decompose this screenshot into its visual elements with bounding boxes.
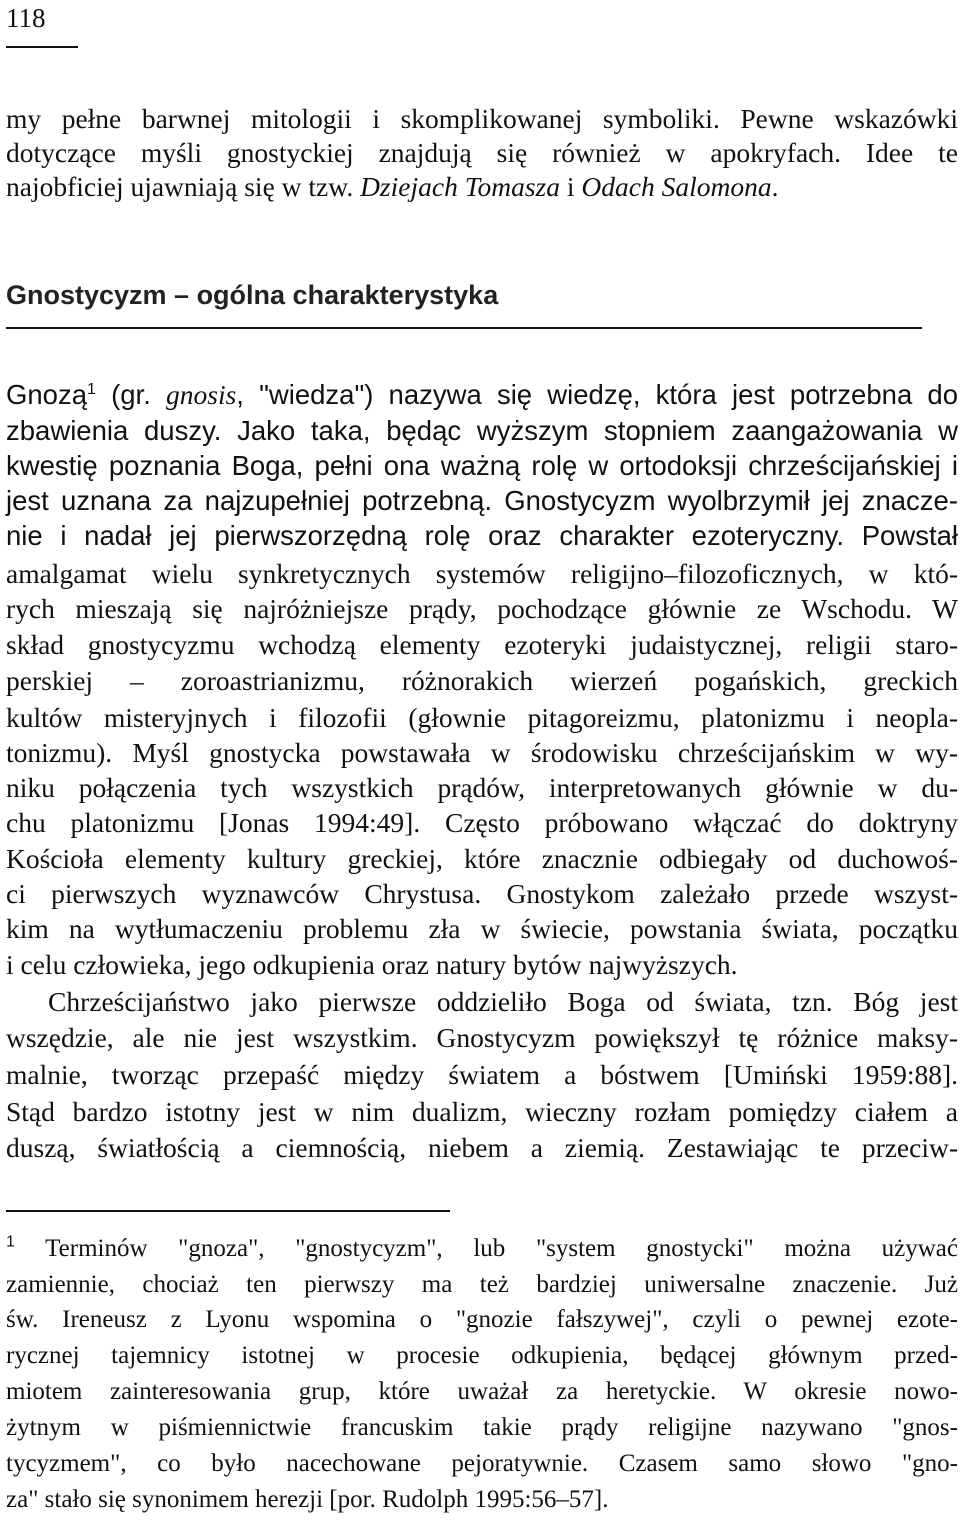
title-ody-salomona: Odach Salomona [581,171,772,202]
body-text: (gr. [95,379,166,410]
body-line: chu platonizmu [Jonas 1994:49]. Często próbowano włączać do doktryny [6,807,958,838]
body-line: i celu człowieka, jego odkupienia oraz natury bytów najwyższych. [6,949,738,980]
body-line-first [6,378,958,412]
footnote-text: Terminów "gnoza", "gnostycyzm", lub "system gnostycki" można używać [14,1235,958,1262]
footnote-line: żytnym w piśmiennictwie francuskim takie prądy religijne nazywano "gnos- [6,1414,958,1441]
body-line: jest uznana za najzupełniej potrzebną. Gnostycyzm wyolbrzymił jej znacze- [6,485,958,516]
intro-line-3 [6,170,958,204]
para2-line: Chrześcijaństwo jako pierwsze oddzieliło Boga od świata, tzn. Bóg jest [48,986,958,1017]
body-line: kultów misteryjnych i filozofii (głownie pitagoreizmu, platonizmu i neopla- [6,702,958,733]
body-text: , "wiedza") nazywa się wiedzę, która jest potrzebna do [236,379,958,410]
para2-line: Stąd bardzo istotny jest w nim dualizm, wieczny rozłam pomiędzy ciałem a [6,1096,958,1127]
footnote-line: za" stało się synonimem herezji [por. Rudolph 1995:56–57]. [6,1486,609,1513]
footnote-line-first [6,1232,958,1266]
para2-line: duszą, światłością a ciemnością, niebem a ziemią. Zestawiając te przeciw- [6,1132,958,1163]
body-line: zbawienia duszy. Jako taka, będąc wyższym stopniem zaangażowania w [6,415,958,446]
body-line: kwestię poznania Boga, pełni ona ważną rolę w ortodoksji chrześcijańskiej i [6,450,958,481]
para2-line: malnie, tworząc przepaść między światem a bóstwem [Umiński 1959:88]. [6,1059,958,1090]
body-line: tonizmu). Myśl gnostycka powstawała w środowisku chrześcijańskim w wy- [6,737,958,768]
footnote-mark: 1 [6,1233,15,1251]
body-line: niku połączenia tych wszystkich prądów, interpretowanych głównie w du- [6,772,958,803]
body-line: nie i nadał jej pierwszorzędną rolę oraz charakter ezoteryczny. Powstał [6,520,958,551]
body-line: amalgamat wielu synkretycznych systemów religijno–filozoficznych, w któ- [6,558,958,589]
footnote-reference[interactable]: 1 [87,380,96,398]
footnote-line: tycyzmem", co było nacechowane pejoratywnie. Czasem samo słowo "gno- [6,1450,958,1477]
heading-rule [6,327,922,329]
body-line: perskiej – zoroastrianizmu, różnorakich wierzeń pogańskich, greckich [6,665,958,696]
intro-line-2: dotyczące myśli gnostyckiej znajdują się również w apokryfach. Idee te [6,137,958,168]
footnote-line: zamiennie, chociaż ten pierwszy ma też bardziej uniwersalne znaczenie. Już [6,1271,958,1298]
page-number: 118 [6,3,46,33]
term-gnosis: gnosis [166,379,237,410]
header-rule [6,46,78,48]
intro-line-1: my pełne barwnej mitologii i skomplikowanej symboliki. Pewne wskazówki [6,103,958,134]
footnote-line: miotem zainteresowania grup, które uważał za heretyckie. W okresie nowo- [6,1378,958,1405]
footnote-rule [6,1210,450,1212]
body-line: skład gnostycyzmu wchodzą elementy ezoteryki judaistycznej, religii staro- [6,629,958,660]
body-line: rych mieszają się najróżniejsze prądy, pochodzące głównie ze Wschodu. W [6,593,958,624]
para2-line: wszędzie, ale nie jest wszystkim. Gnostycyzm powiększył tę różnice maksy- [6,1022,958,1053]
intro-text: . [771,171,779,202]
section-heading: Gnostycyzm – ogólna charakterystyka [6,280,499,310]
body-line: Kościoła elementy kultury greckiej, które znacznie odbiegały od duchowoś- [6,843,958,874]
footnote-line: rycznej tajemnicy istotnej w procesie odkupienia, będącej głównym przed- [6,1342,958,1369]
intro-text: najobficiej ujawniają się w tzw. [6,171,361,202]
term-gnoza: Gnozą [6,379,88,410]
body-line: kim na wytłumaczeniu problemu zła w świecie, powstania świata, początku [6,913,958,944]
body-line: ci pierwszych wyznawców Chrystusa. Gnostykom zależało przede wszyst- [6,878,958,909]
intro-text: i [559,171,582,202]
footnote-line: św. Ireneusz z Lyonu wspomina o "gnozie fałszywej", czyli o pewnej ezote- [6,1306,958,1333]
title-dzieje-tomasza: Dziejach Tomasza [360,171,560,202]
